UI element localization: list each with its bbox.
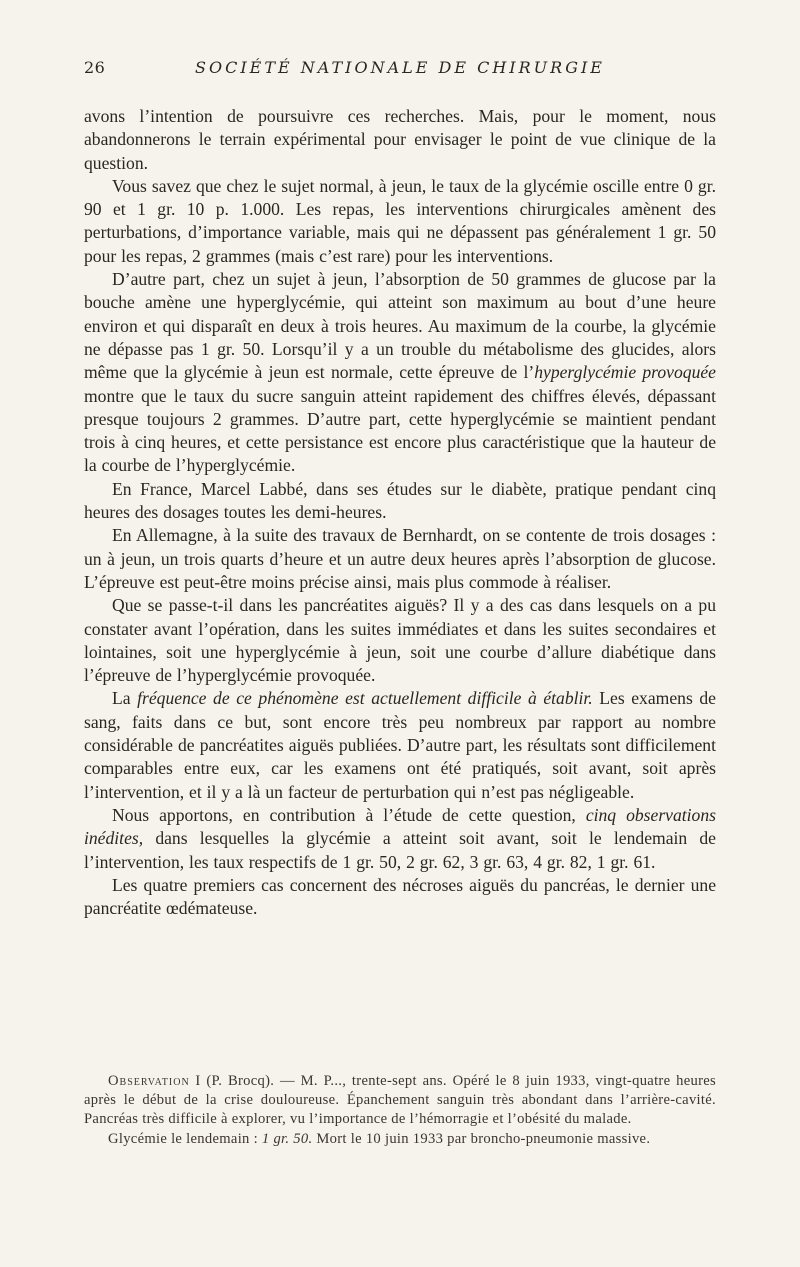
running-title: SOCIÉTÉ NATIONALE DE CHIRURGIE xyxy=(195,58,605,77)
observation-paragraph xyxy=(84,1130,716,1149)
body-text xyxy=(84,105,716,920)
paragraph xyxy=(84,268,716,478)
paragraph: Vous savez que chez le sujet normal, à jeun, le taux de la glycémie oscille entre 0 gr. 90 et 1 gr. 10 p. 1.000. Les repas, les interventions chirurgicales amènent des perturbations, d’importance variable, mais qui ne dépassent pas généralement 1 gr. 50 pour les repas, 2 grammes (mais c’est rare) pour les interventions. xyxy=(84,175,716,266)
text-run: montre que le taux du sucre sanguin atteint rapidement des chiffres élevés, dépassant presque toujours 2 grammes. D’autre part, cette hyperglycémie se maintient pendant trois à cinq heures, et cette persistance est encore plus caractéristique que la hauteur de la courbe de l’hyperglycémie. xyxy=(84,385,716,476)
paragraph: En France, Marcel Labbé, dans ses études sur le diabète, pratique pendant cinq heures des dosages toutes les demi-heures. xyxy=(84,478,716,523)
emphasis: 1 gr. 50. xyxy=(261,1130,313,1147)
emphasis: hyperglycémie provoquée xyxy=(534,362,716,383)
text-run: D’autre part, chez un sujet à jeun, l’absorption de 50 grammes de glucose par la bouche amène une hyperglycémie, qui atteint son maximum au bout d’une heure environ et qui disparaît en deux à trois heures. Au maximum de la courbe, la glycémie ne dépasse pas 1 gr. 50. Lorsqu’il y a un trouble du métabolisme des glucides, alors même que la glycémie à jeun est normale, cette épreuve de l’ xyxy=(84,269,716,383)
text-run: La xyxy=(112,688,138,709)
page-header xyxy=(84,58,716,86)
text-run: Nous apportons, en contribution à l’étude de cette question, xyxy=(112,804,586,825)
paragraph: En Allemagne, à la suite des travaux de Bernhardt, on se contente de trois dosages : un à jeun, un trois quarts d’heure et un autre deux heures après l’absorption de glucose. L’épreuve est peut-être moins précise ainsi, mais plus commode à réaliser. xyxy=(84,525,716,592)
text-run: I (P. Brocq). — M. P..., trente-sept ans. Opéré le 8 juin 1933, vingt-quatre heures après le début de la crise douloureuse. Épanchement sanguin très abondant dans l’arrière-cavité. Pancréas très difficile à explorer, vu l’importance de l’hémorragie et l’obésité du malade. xyxy=(84,1073,716,1128)
observation-paragraph xyxy=(84,1072,716,1130)
paragraph: Que se passe-t-il dans les pancréatites aiguës? Il y a des cas dans lesquels on a pu constater avant l’opération, dans les suites immédiates et dans les suites secondaires et lointaines, soit une hyperglycémie à jeun, soit une courbe d’allure diabétique dans l’épreuve de l’hyperglycémie provoquée. xyxy=(84,595,716,686)
emphasis: fréquence de ce phénomène est actuellement difficile à établir. xyxy=(137,688,593,709)
text-run: dans lesquelles la glycémie a atteint soit avant, soit le lendemain de l’intervention, les taux respectifs de 1 gr. 50, 2 gr. 62, 3 gr. 63, 4 gr. 82, 1 gr. 61. xyxy=(84,828,716,872)
observation-label: Observation xyxy=(108,1073,190,1089)
text-run: Glycémie le lendemain : xyxy=(108,1130,262,1147)
observation-note xyxy=(84,1072,716,1149)
text-run: Les examens de sang, faits dans ce but, sont encore très peu nombreux par rapport au nombre considérable de pancréatites aiguës publiées. D’autre part, les résultats sont difficilement comparables entre eux, car les examens ont été pratiqués, soit avant, soit après l’intervention, et il y a là un facteur de perturbation qui n’est pas négligeable. xyxy=(84,688,716,802)
emphasis: cinq observations inédites, xyxy=(84,804,716,849)
paragraph xyxy=(84,804,716,874)
paragraph: avons l’intention de poursuivre ces recherches. Mais, pour le moment, nous abandonnerons le terrain expérimental pour envisager le point de vue clinique de la question. xyxy=(84,106,716,173)
text-run: Mort le 10 juin 1933 par broncho-pneumonie massive. xyxy=(312,1130,651,1147)
page-number: 26 xyxy=(84,58,106,77)
paragraph: Les quatre premiers cas concernent des nécroses aiguës du pancréas, le dernier une pancréatite œdémateuse. xyxy=(84,874,716,919)
paragraph xyxy=(84,687,716,803)
